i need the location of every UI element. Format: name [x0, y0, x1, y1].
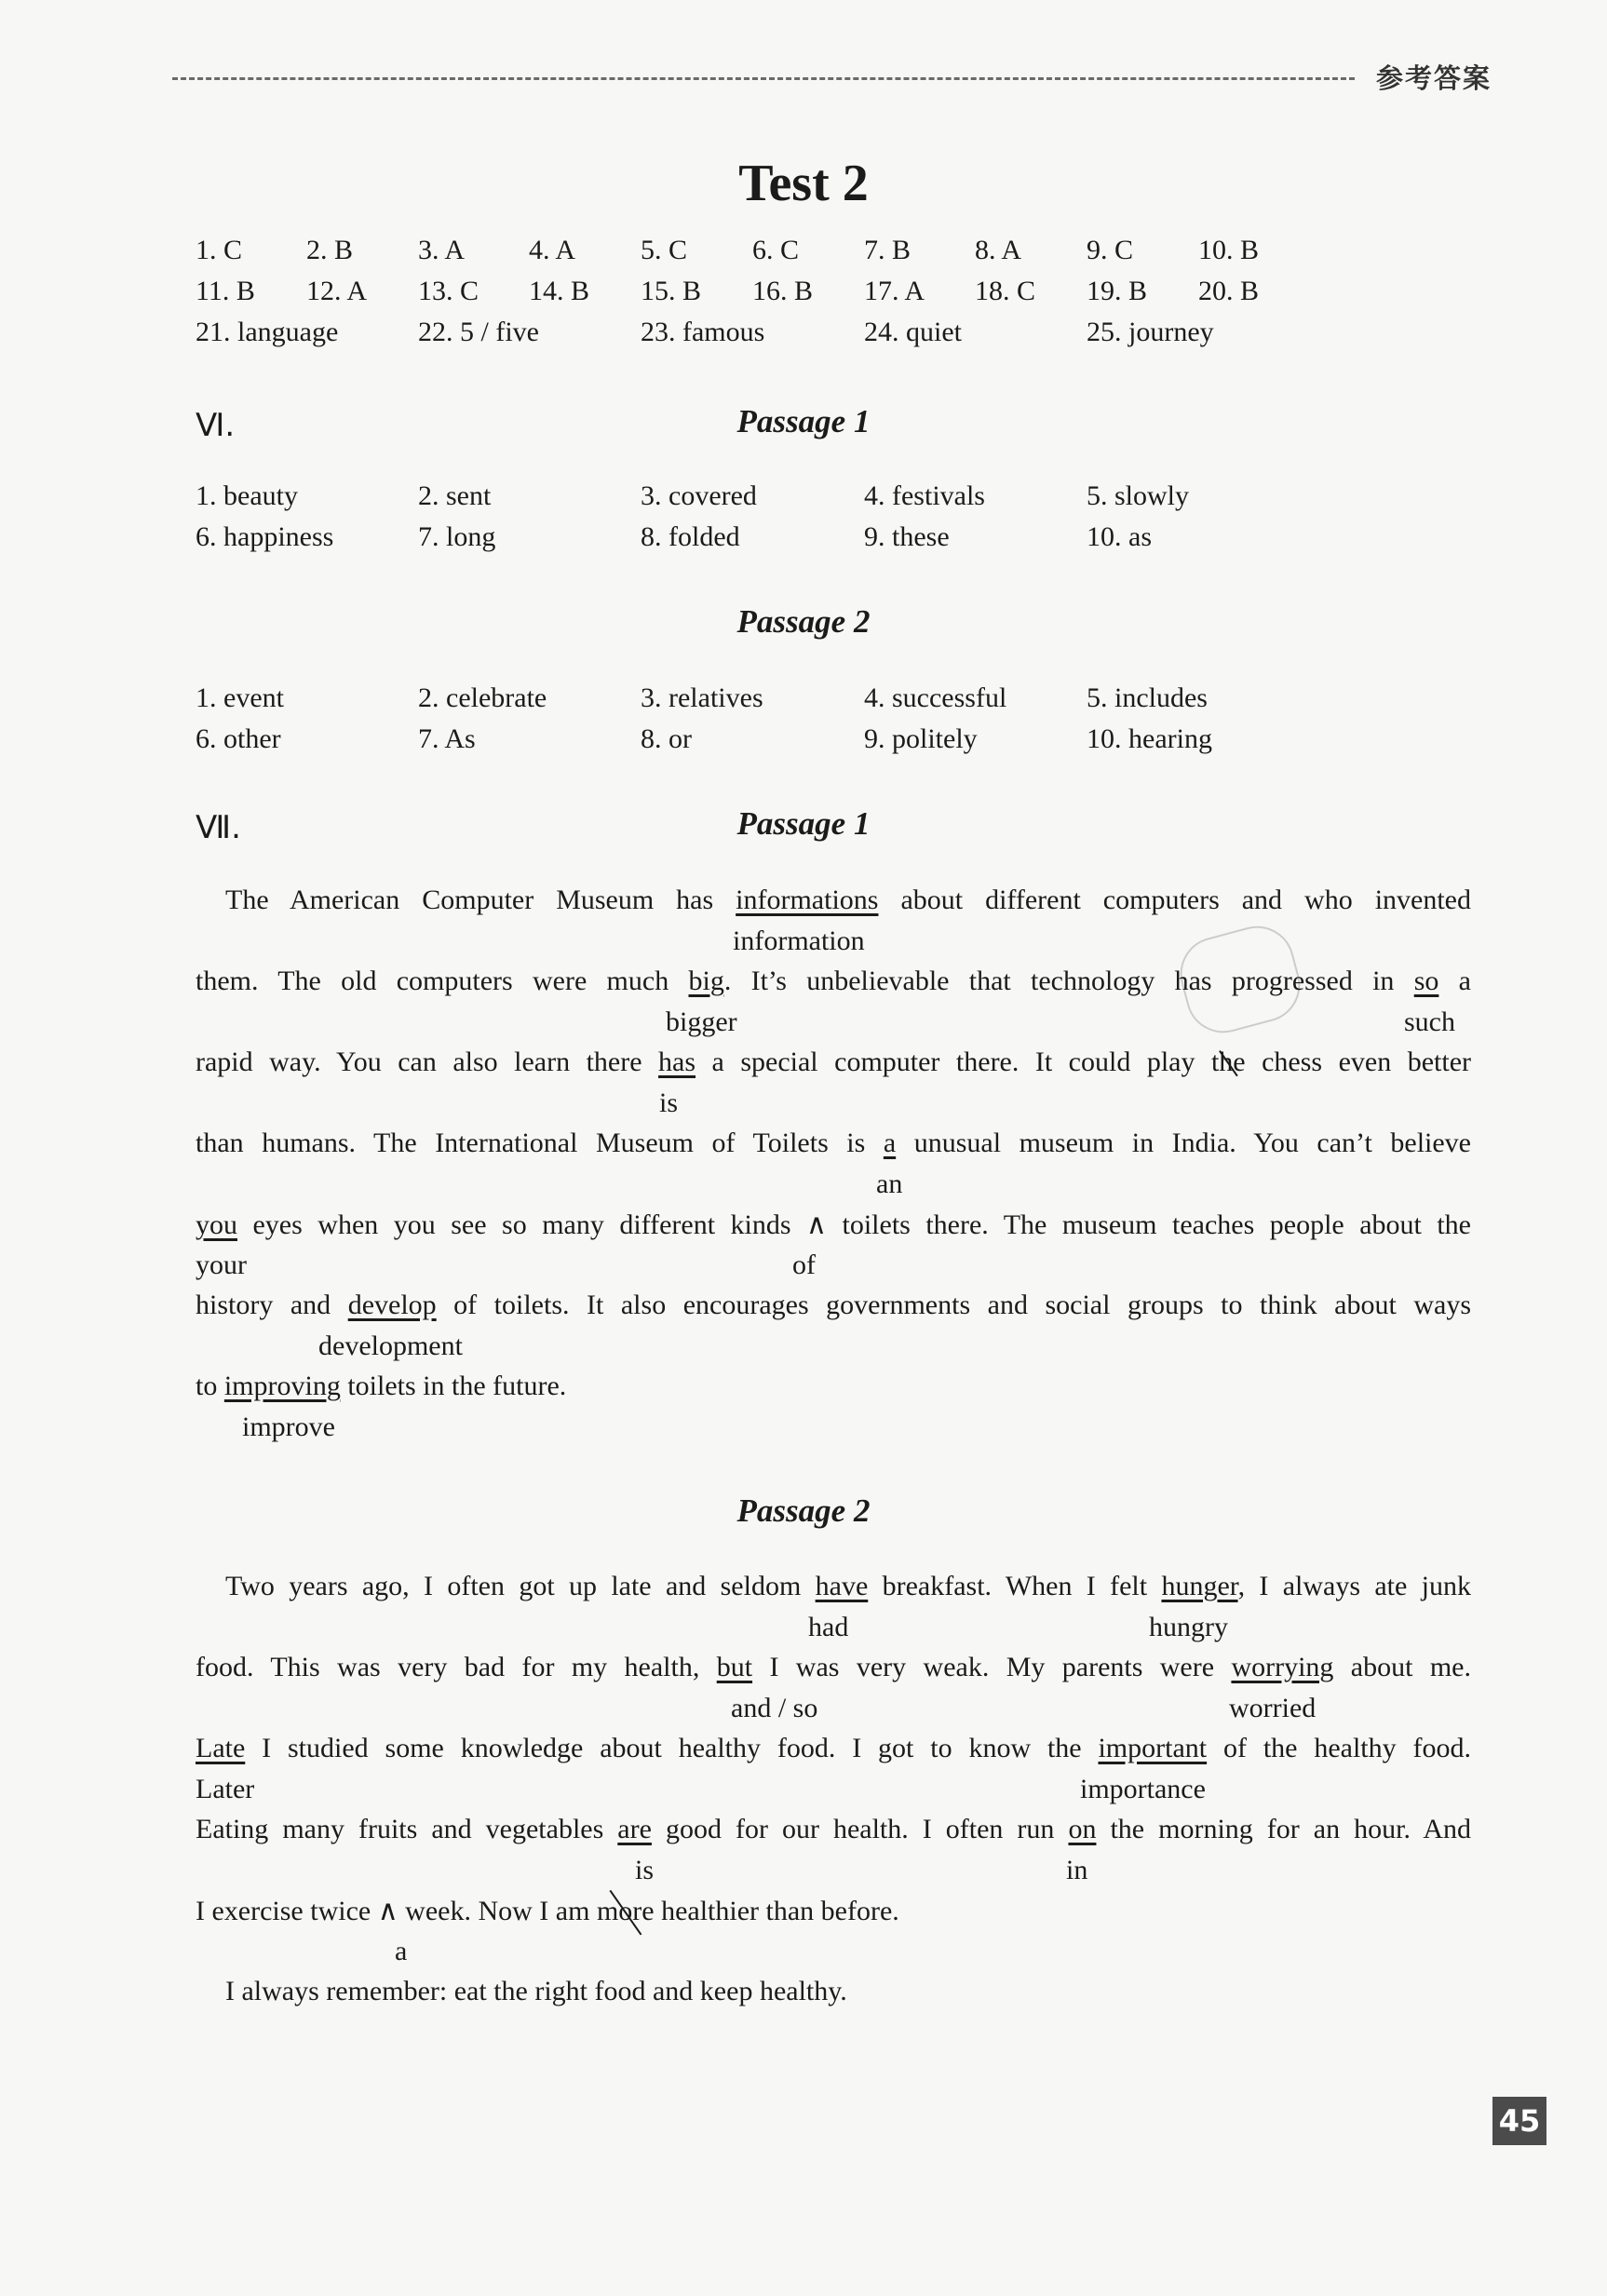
answer-item: 2. B [306, 235, 354, 265]
header-label: 参考答案 [1376, 62, 1492, 94]
error-word: big [688, 966, 724, 996]
answer-item: 12. A [306, 276, 368, 306]
correction-line [196, 925, 1471, 966]
correction-line [196, 1612, 1471, 1652]
answer-item: 17. A [864, 276, 925, 306]
text-line: I always remember: eat the right food and keep healthy. [225, 1976, 847, 2006]
error-word: Late [196, 1733, 246, 1763]
correction: a [395, 1936, 408, 1966]
text-line: than humans. The International Museum of Toilets is a unusual museum in India. You can’t believe [196, 1128, 1471, 1158]
correction: an [876, 1168, 903, 1199]
correction: in [1066, 1855, 1088, 1885]
correction: of [792, 1249, 816, 1280]
error-word: important [1098, 1733, 1208, 1763]
correction-line [196, 1855, 1471, 1895]
section-7-passage-2-title: Passage 2 [736, 1492, 871, 1529]
answer-item: 10. as [1087, 521, 1152, 552]
correction: development [318, 1330, 463, 1361]
answer-item: 3. relatives [641, 682, 763, 713]
text-line: you eyes when you see so many different kinds ∧ toilets there. The museum teaches people about the [196, 1209, 1471, 1240]
section-7-passage-2-text [196, 1571, 1471, 2017]
correction: had [808, 1612, 849, 1642]
answer-item: 10. hearing [1087, 723, 1212, 754]
correction-line [196, 1330, 1471, 1371]
correction-line [196, 1006, 1471, 1047]
correction-line [196, 1411, 1471, 1452]
section-6-passage-1-title: Passage 1 [736, 403, 871, 439]
answer-item: 5. slowly [1087, 480, 1190, 511]
error-word: improving [223, 1371, 341, 1401]
answer-item: 9. politely [864, 723, 978, 754]
answer-item: 8. folded [641, 521, 740, 552]
error-word: worrying [1231, 1652, 1334, 1682]
text-line: rapid way. You can also learn there has a special computer there. It could play the chess even better [196, 1047, 1472, 1077]
correction-line [196, 1168, 1471, 1209]
correction: worried [1229, 1693, 1317, 1723]
error-word: have [815, 1571, 869, 1601]
answer-item: 14. B [529, 276, 590, 306]
answer-item: 7. B [864, 235, 912, 265]
text-line: I exercise twice ∧ week. Now I am more healthier than before. [196, 1896, 899, 1926]
answer-item: 2. sent [418, 480, 492, 511]
error-word: a [883, 1128, 897, 1158]
page-number: 45 [1492, 2097, 1546, 2145]
answer-item: 11. B [196, 276, 255, 306]
error-word: are [617, 1814, 652, 1844]
answer-item: 3. A [418, 235, 466, 265]
answer-item: 9. these [864, 521, 950, 552]
correction-line [196, 1249, 1471, 1290]
deleted-word: the [1210, 1047, 1246, 1077]
correction: improve [242, 1411, 335, 1442]
text-line: to improving toilets in the future. [196, 1371, 567, 1401]
deleted-word: more [596, 1896, 655, 1926]
answer-item: 23. famous [641, 317, 765, 347]
text-line: Late I studied some knowledge about healthy food. I got to know the important of the healthy food. [196, 1733, 1471, 1763]
answer-item: 1. C [196, 235, 243, 265]
text-line: food. This was very bad for my health, but I was very weak. My parents were worrying about me. [196, 1652, 1471, 1682]
text-line: The American Computer Museum has informations about different computers and who invented [225, 885, 1471, 915]
correction: such [1404, 1006, 1455, 1037]
answer-item: 20. B [1198, 276, 1260, 306]
section-7-passage-1-title: Passage 1 [736, 805, 871, 842]
error-word: on [1068, 1814, 1097, 1844]
correction: and / so [731, 1693, 818, 1723]
answer-item: 22. 5 / five [418, 317, 539, 347]
answer-item: 7. long [418, 521, 496, 552]
answer-item: 8. A [975, 235, 1022, 265]
error-word: hunger [1161, 1571, 1238, 1601]
text-line: Eating many fruits and vegetables are good for our health. I often run on the morning for an hour. And [196, 1814, 1471, 1844]
correction-line [196, 1936, 1471, 1976]
answer-item: 16. B [752, 276, 814, 306]
answer-item: 6. other [196, 723, 281, 754]
section-6-label: Ⅵ. [196, 407, 236, 444]
answer-item: 8. or [641, 723, 692, 754]
answer-item: 4. A [529, 235, 576, 265]
header-divider [172, 77, 1355, 80]
answer-item: 5. C [641, 235, 688, 265]
correction-line [196, 1693, 1471, 1733]
answer-item: 10. B [1198, 235, 1260, 265]
correction: information [733, 925, 865, 956]
error-word: you [196, 1209, 237, 1240]
text-line: Two years ago, I often got up late and seldom have breakfast. When I felt hunger, I always ate junk [225, 1571, 1472, 1601]
answer-item: 6. C [752, 235, 800, 265]
section-7-passage-1-text [196, 885, 1471, 1452]
answer-item: 13. C [418, 276, 479, 306]
error-word: informations [736, 885, 879, 915]
correction-line [196, 1087, 1471, 1128]
text-line: history and develop of toilets. It also encourages governments and social groups to think about ways [196, 1290, 1471, 1320]
answer-item: 3. covered [641, 480, 757, 511]
correction: Later [196, 1774, 255, 1804]
answer-item: 1. beauty [196, 480, 298, 511]
correction-line [196, 1774, 1471, 1814]
error-word: develop [347, 1290, 437, 1320]
error-word: so [1413, 966, 1439, 996]
answer-item: 24. quiet [864, 317, 962, 347]
section-7-label: Ⅶ. [196, 809, 241, 846]
answer-item: 15. B [641, 276, 702, 306]
answer-item: 18. C [975, 276, 1036, 306]
error-word: has [658, 1047, 696, 1077]
page-title: Test 2 [738, 155, 869, 212]
section-6-passage-2-title: Passage 2 [736, 603, 871, 640]
answer-item: 25. journey [1087, 317, 1214, 347]
correction: is [659, 1087, 679, 1118]
correction: hungry [1149, 1612, 1228, 1642]
answer-item: 6. happiness [196, 521, 334, 552]
answer-item: 9. C [1087, 235, 1134, 265]
answer-item: 2. celebrate [418, 682, 547, 713]
correction: importance [1080, 1774, 1206, 1804]
correction: your [196, 1249, 247, 1280]
error-word: but [716, 1652, 753, 1682]
answer-item: 5. includes [1087, 682, 1208, 713]
answer-item: 19. B [1087, 276, 1148, 306]
correction: is [635, 1855, 655, 1885]
answer-item: 4. successful [864, 682, 1007, 713]
text-line: them. The old computers were much big. It’s unbelievable that technology has progressed in so a [196, 966, 1471, 996]
correction: bigger [666, 1006, 737, 1037]
answer-item: 4. festivals [864, 480, 985, 511]
answer-item: 1. event [196, 682, 284, 713]
answer-item: 21. language [196, 317, 339, 347]
answer-item: 7. As [418, 723, 476, 754]
